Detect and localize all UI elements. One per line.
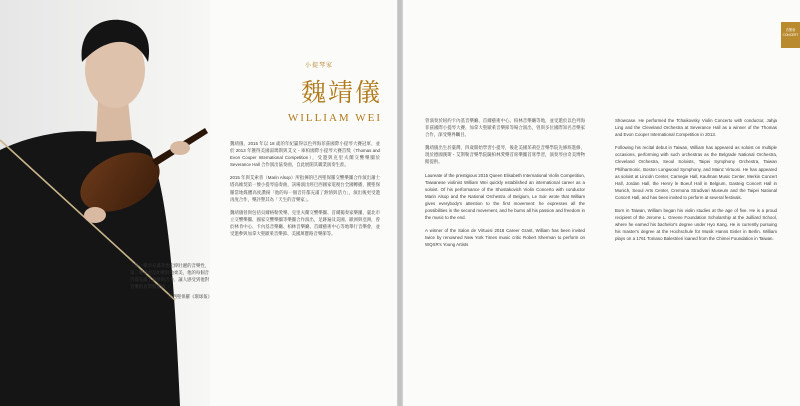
bio-column-2 — [615, 117, 777, 249]
left-page — [0, 0, 397, 406]
section-tab-label: CONCERT — [782, 33, 799, 37]
paragraph: 魏靖儀，2015 年以 18 歲的年紀贏得以色列海菲茲國際小提琴大賽冠軍，並於 2013 年獲得美國湯瑪斯與艾文・庫柏國際小提琴大賽首獎（Thomas and Evon Cooper International Competition），受邀與克里夫蘭交響樂團於 Severance Hall 合作演出協奏曲，自此展開其職業演奏生涯。 — [230, 141, 380, 168]
quote-text: 「第一樂章充滿著他宏偉壯麗的音樂性，第二樂章更是如歌般地柔美，他的每個音符都充滿了熱情與活力，讓人感受到他對音樂的真摯與深情。」 — [130, 263, 210, 290]
section-tab — [781, 22, 800, 48]
name-cn: 魏靖儀 — [300, 80, 382, 107]
section-tab-label: 音樂會 — [785, 28, 796, 32]
paragraph: A winner of the Salon de Virtuosi 2018 Career Grant, William has been invited twice by renowned New York Times music critic Robert Sherman to perform on WQXR's Young Artists — [425, 228, 585, 248]
bio-cn — [230, 140, 380, 243]
paragraph: 魏靖儀曾與包括貝爾格勒愛樂、克里夫蘭交響樂團、首爾獨奏家樂團、臺北市立交響樂團、國家交響樂團等樂團合作演出，足跡遍及美國、歐洲與亞洲，曾於林肯中心、卡內基音樂廳、柏林音樂廳、首爾藝術中心等地舉行音樂會，並受邀參與加拿大聖歐萊音樂節、美國萬寶路音樂節等。 — [230, 209, 380, 237]
paragraph: 魏靖儀出生於臺灣，四歲開始學習小提琴，後赴美國茱莉亞音樂學院先修班進修，現於德國漢斯・艾斯勒音樂學院隨柏林愛樂首席樂團首席學習，演奏琴由奇美博物館提供。 — [425, 145, 585, 165]
paragraph: Born in Taiwan, William began his violin studies at the age of five. He is a proud recipient of the Jerome L. Greene Foundation Scholarship at the Juilliard School, where he earned his bachelor's degree under Hyo Kang. He is currently pursuing his master's degree at the Hochschule für Musik Hanns Eisler in Berlin. William plays on a 1761 Tomaso Balestrieri loaned from the Chimei Foundation in Taiwan. — [615, 208, 777, 242]
paragraph: Laureate of the prestigious 2015 Queen Elisabeth International Violin Competition, Taiwanese violinist William Wei quickly established an international career as a soloist. Of his performance of the Shostakovich Violin Concerto with conductor Marin Alsop and the National Orchestra of Belgium, Le Soir wrote that William gives everybody's attention to the first movement: he expresses all the possibilities in the second movement, and he burns all his passion and freedom in the music to the end. — [425, 172, 585, 221]
paragraph: 2015 年與艾索普（Marin Alsop）所指揮的巴西聖保羅交響樂團合作演出蕭士塔高維契第一號小提琴協奏曲，該場演出經巴西國家電視台全國轉播，獲聖保羅當地媒體高度讚揚「他的每一個音符都充滿了熱情與活力」，演出後更受邀再度合作，樂評譽其為「天生的音樂家」。 — [230, 175, 380, 202]
eyebrow: 小提琴家 — [304, 63, 333, 69]
quote-source: 巴西聖保羅《環球報》 — [168, 294, 212, 300]
paragraph: Following his recital debut in Taiwan, William has appeared as soloist on multiple occasions, performing with such orchestras as the Belgrade National Orchestra, Cleveland Orchestra, Seoul Soloists, Taipei Symphony Orchestra, Taiwan Philharmonic, Boston Longwood Symphony, and Mainz Virtuosi. He has appeared as soloist at Lincoln Center, Carnegie Hall, Kaufman Music Center, Merkin Concert Hall, Jordan Hall, the Henry le Boeuf Hall in Belgium, Gasteig Concert Hall in Munich, Seoul Arts Center, Cremona Stradivari Museum and the Taipei National Concert Hall, and has been invited to perform at several festivals. — [615, 145, 777, 200]
name-en: WILLIAM WEI — [287, 112, 382, 124]
title-block — [262, 60, 382, 124]
pull-quote — [130, 262, 212, 300]
violinist-photo — [0, 0, 210, 406]
bio-column-1 — [425, 117, 585, 255]
paragraph: 曾演奏於紐約卡內基音樂廳、首爾藝術中心、柏林音樂廳等地，並受邀於以色列海菲茲國際小提琴大賽、加拿大聖歐萊音樂節等場合演出，曾與多位國際知名音樂家合作，深受樂界矚目。 — [425, 118, 585, 138]
right-page — [403, 0, 800, 406]
paragraph: Showcase. He performed the Tchaikovsky Violin Concerto with conductor, Jahja Ling and the Cleveland Orchestra at Severance Hall as a winner of the Thomas and Evon Cooper International Competition in 2013. — [615, 118, 777, 138]
